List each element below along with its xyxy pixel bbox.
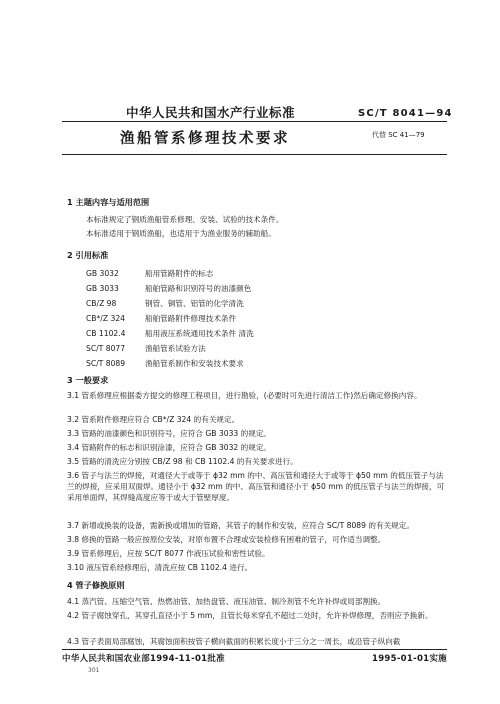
clause: 3.1 管系修理应根据委方提交的修理工程项目，进行勘验，(必要时可先进行清洁工作)然后确定修换内容。 bbox=[67, 391, 422, 400]
replaces-note: 代替 SC 41—79 bbox=[372, 131, 425, 139]
reference-code: SC/T 8077 bbox=[86, 344, 126, 353]
clause: 3.10 液压管系经修理后，清洗应按 CB 1102.4 进行。 bbox=[67, 563, 253, 572]
section-heading: 3 一般要求 bbox=[67, 375, 109, 385]
clause: 3.7 新增或换装的设备，需新换或增加的管路，其管子的制作和安装，应符合 SC/T 8089 的有关规定。 bbox=[67, 521, 414, 530]
reference-item bbox=[86, 298, 244, 309]
clause: 4.2 管子腐蚀穿孔，其穿孔直径小于 5 mm，且管长每米穿孔不超过二处时，允许补焊修理，否则应予换新。 bbox=[67, 611, 433, 620]
reference-item bbox=[86, 283, 251, 294]
reference-code: CB 1102.4 bbox=[86, 329, 126, 338]
reference-item bbox=[86, 358, 244, 369]
standard-issuer: 中华人民共和国水产行业标准 bbox=[126, 105, 296, 120]
clause: 4.3 管子表面局部腐蚀，其腐蚀面积按管子横向截面的积累长度小于三分之一周长，或沿管子纵向截 bbox=[67, 637, 401, 646]
page-number: 301 bbox=[88, 667, 100, 674]
clause: 3.9 管系修理后，应按 SC/T 8077 作液压试验和密性试验。 bbox=[67, 549, 270, 558]
section-heading: 4 管子修换原则 bbox=[67, 580, 125, 590]
section-line: 本标准适用于钢质渔船，也适用于为渔业服务的辅助船。 bbox=[86, 229, 276, 238]
reference-item bbox=[86, 328, 254, 339]
reference-item bbox=[86, 343, 206, 354]
reference-title: 船用管路附件的标志 bbox=[145, 269, 214, 278]
reference-code: GB 3032 bbox=[86, 269, 119, 278]
section-line: 本标准规定了钢质渔船管系修理、安装、试验的技术条件。 bbox=[86, 215, 284, 224]
document-title: 渔船管系修理技术要求 bbox=[120, 131, 290, 147]
footer-divider bbox=[62, 649, 447, 650]
effective-date: 1995-01-01实施 bbox=[372, 654, 447, 664]
reference-title: 船舶管路和识别符号的油漆颜色 bbox=[145, 284, 252, 293]
clause: 3.4 管路附件的标志和识别涂漆，应符合 GB 3032 的规定。 bbox=[67, 443, 272, 452]
approval-statement: 中华人民共和国农业部1994-11-01批准 bbox=[62, 654, 225, 664]
reference-title: 船舶管路附件修理技术条件 bbox=[145, 314, 237, 323]
clause: 3.3 管路的油漆颜色和识别符号，应符合 GB 3033 的规定。 bbox=[67, 429, 272, 438]
title-divider bbox=[62, 154, 447, 155]
clause: 4.1 蒸汽管、压缩空气管、热燃油管、加热盘管、液压油管、制冷剂管不允许补焊或局部割换。 bbox=[67, 597, 386, 606]
reference-code: CB/Z 98 bbox=[86, 299, 117, 308]
section-heading: 1 主题内容与适用范围 bbox=[67, 197, 150, 207]
reference-title: 船用液压系统通用技术条件 清洗 bbox=[145, 329, 254, 338]
reference-code: GB 3033 bbox=[86, 284, 119, 293]
standard-code: SC/T 8041—94 bbox=[358, 108, 453, 119]
reference-title: 渔船管系制作和安装技术要求 bbox=[145, 359, 244, 368]
clause: 3.8 修换的管路一般应按原位安装，对原布置不合理或安装检修有困难的管子，可作适当调整。 bbox=[67, 535, 386, 544]
reference-code: SC/T 8089 bbox=[86, 359, 126, 368]
reference-item bbox=[86, 313, 236, 324]
clause: 3.2 管系附件修理应符合 CB*/Z 324 的有关规定。 bbox=[67, 415, 240, 424]
clause: 3.5 管路的清洗应分别按 CB/Z 98 和 CB 1102.4 的有关要求进行。 bbox=[67, 457, 298, 466]
reference-title: 渔船管系试验方法 bbox=[145, 344, 206, 353]
reference-code: CB*/Z 324 bbox=[86, 314, 125, 323]
clause: 3.6 管子与法兰的焊接，对通径大于或等于 ϕ32 mm 的中、高压管和通径大于或等于 ϕ50 mm 的低压管子与法兰的焊接，应采用双面焊。通径小于 ϕ32 mm 的中、高压管和通径小于 ϕ50 mm 的低压管子与法兰的焊接，可采用单面焊，其焊缝高度应等于或大于管壁厚度。 bbox=[67, 471, 445, 502]
reference-item bbox=[86, 268, 213, 279]
header-divider bbox=[62, 121, 447, 122]
reference-title: 钢管、铜管、铝管的化学清洗 bbox=[145, 299, 244, 308]
section-heading: 2 引用标准 bbox=[67, 250, 109, 260]
